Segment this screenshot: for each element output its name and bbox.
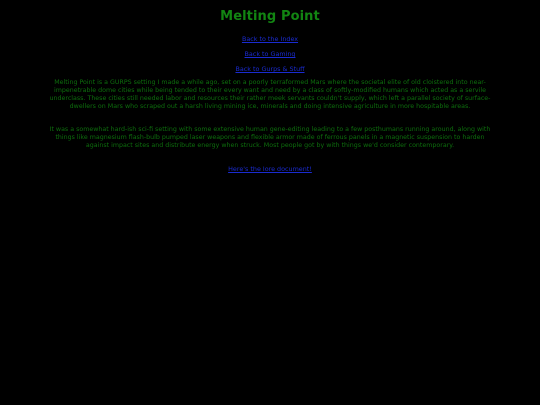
lore-document-link[interactable]: Here's the lore document!	[228, 165, 312, 173]
back-to-gaming-link[interactable]: Back to Gaming	[244, 50, 296, 58]
back-to-gurps-link[interactable]: Back to Gurps & Stuff	[235, 65, 305, 73]
description-paragraph-1: Melting Point is a GURPS setting I made a while ago, set on a poorly terraformed Mars where the societal elite of old cloistered into near-impenetrable dome cities while being tended to their every want and need by a class of softly-modified humans which acted as a servile underclass. These cities still needed labor and resources their rather meek servants couldn't supply, which left a parallel society of surface-dwellers on Mars who scraped out a harsh living mining ice, minerals and doing intensive agriculture in more hospitable areas.	[49, 79, 491, 110]
description-paragraph-2: It was a somewhat hard-ish sci-fi setting with some extensive human gene-editing leading to a few posthumans running around, along with things like magnesium flash-bulb pumped laser weapons and flexible armor made of ferrous panels in a magnetic suspension to harden against impact sites and distribute energy when struck. Most people got by with things we'd consider contemporary.	[49, 126, 491, 149]
back-to-index-link[interactable]: Back to the Index	[241, 35, 299, 43]
page-title: Melting Point	[220, 9, 320, 24]
